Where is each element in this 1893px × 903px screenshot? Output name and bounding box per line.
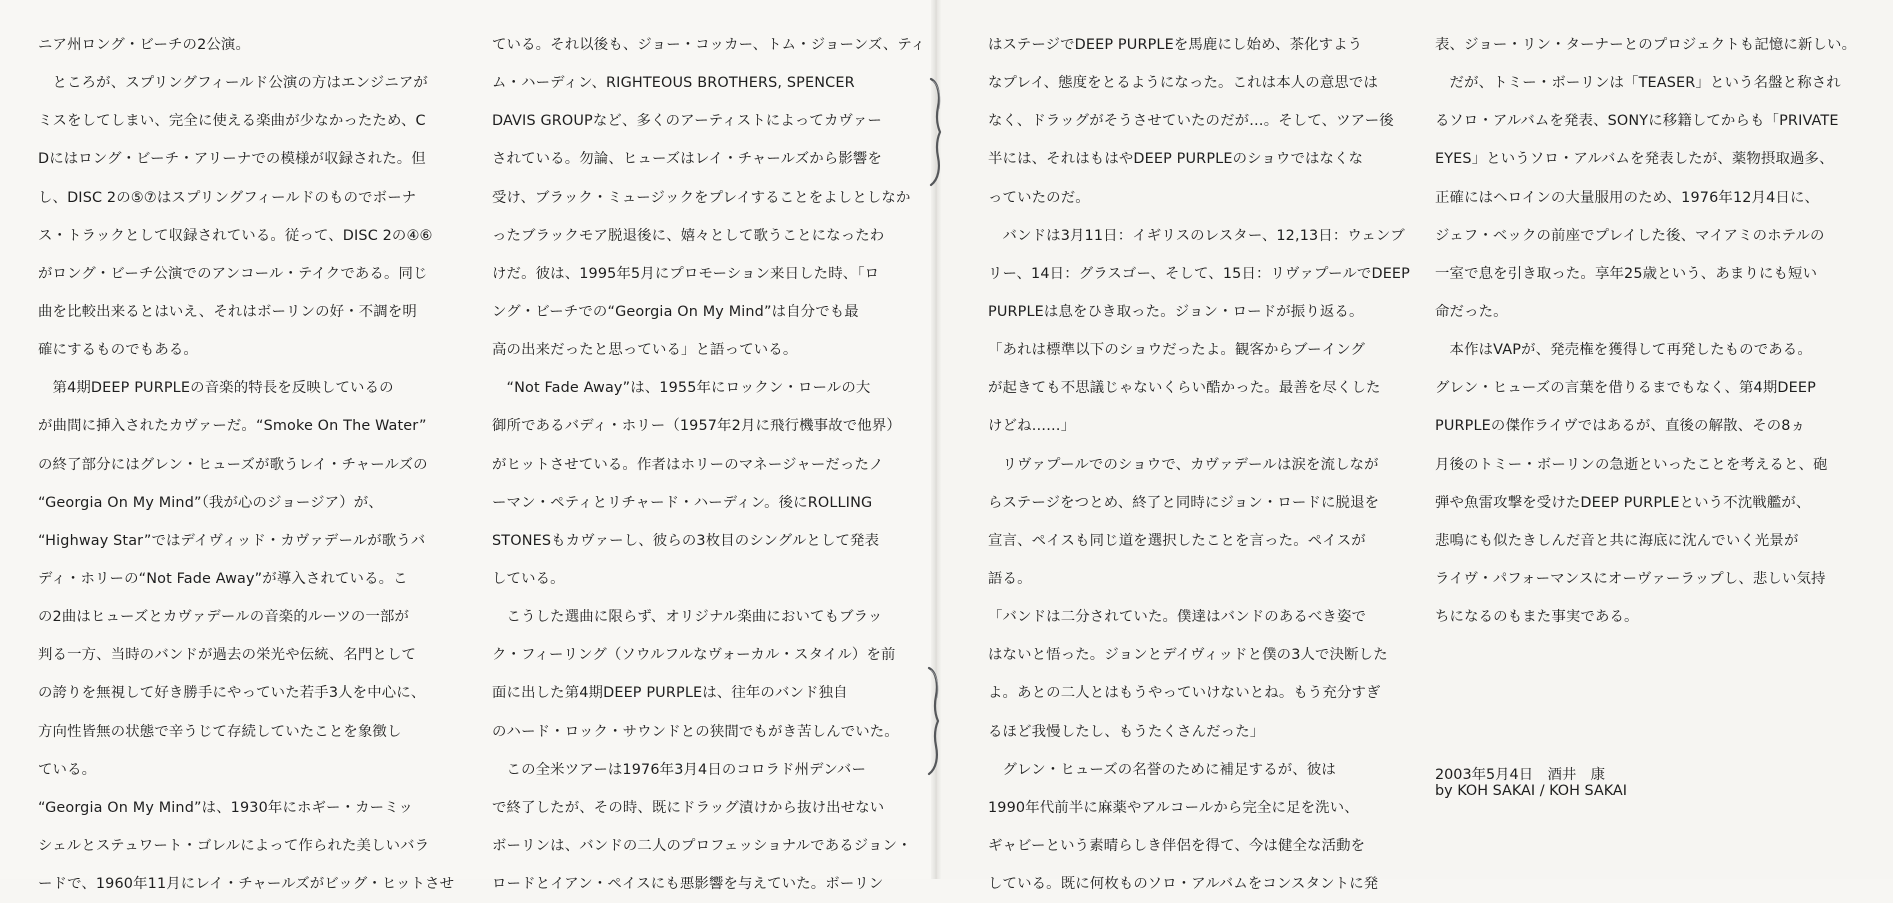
text-line: がロング・ビーチ公演でのアンコール・テイクである。同じ	[38, 265, 428, 282]
text-line: 語る。	[988, 570, 1032, 587]
text-line: 「あれは標準以下のショウだったよ。観客からブーイング	[988, 342, 1366, 359]
text-line: なプレイ、態度をとるようになった。これは本人の意思では	[988, 75, 1379, 92]
text-line: が曲間に挿入されたカヴァーだ。“Smoke On The Water”	[38, 418, 427, 435]
text-line: PURPLEの傑作ライヴではあるが、直後の解散、その8ヵ	[1435, 418, 1806, 435]
text-line: ク・フィーリング（ソウルフルなヴォーカル・スタイル）を前	[492, 647, 896, 664]
text-line: が起きても不思議じゃないくらい酷かった。最善を尽くした	[988, 380, 1381, 397]
text-line: グレン・ヒューズの言葉を借りるまでもなく、第4期DEEP	[1435, 380, 1816, 397]
text-line: ニア州ロング・ビーチの2公演。	[38, 37, 251, 53]
text-line: 御所であるバディ・ホリー（1957年2月に飛行機事故で他界）	[492, 418, 901, 435]
text-line: ジェフ・ベックの前座でプレイした後、マイアミのホテルの	[1435, 227, 1825, 244]
text-line: るほど我慢したし、もうたくさんだった」	[988, 723, 1265, 740]
text-line: 高の出来だったと思っている」と語っている。	[492, 342, 798, 359]
text-line: 半には、それはもはやDEEP PURPLEのショウではなくな	[988, 151, 1364, 168]
text-line: のハード・ロック・サウンドとの狭間でもがき苦しんでいた。	[492, 723, 899, 740]
text-line: 1990年代前半に麻薬やアルコールから完全に足を洗い、	[988, 799, 1359, 816]
text-line: ング・ビーチでの“Georgia On My Mind”は自分でも最	[492, 303, 859, 320]
text-line: がヒットさせている。作者はホリーのマネージャーだったノ	[492, 456, 884, 473]
text-line: 曲を比較出来るとはいえ、それはボーリンの好・不調を明	[38, 303, 417, 320]
text-line: らステージをつとめ、終了と同時にジョン・ロードに脱退を	[988, 494, 1380, 511]
text-line: “Georgia On My Mind”は、1930年にホギー・カーミッ	[38, 799, 414, 816]
text-line: の誇りを無視して好き勝手にやっていた若手3人を中心に、	[38, 685, 426, 702]
text-line: “Georgia On My Mind”（我が心のジョージア）が、	[38, 494, 383, 511]
text-line: ロードとイアン・ペイスにも悪影響を与えていた。ボーリン	[492, 876, 884, 893]
text-line: ス・トラックとして収録されている。従って、DISC 2の④⑥	[38, 227, 433, 244]
text-line: はステージでDEEP PURPLEを馬鹿にし始め、茶化すよう	[988, 37, 1363, 53]
text-line: STONESもカヴァーし、彼らの3枚目のシングルとして発表	[492, 532, 880, 549]
text-line: 判る一方、当時のバンドが過去の栄光や伝統、名門として	[38, 647, 417, 664]
text-line: されている。勿論、ヒューズはレイ・チャールズから影響を	[492, 151, 883, 168]
text-line: るソロ・アルバムを発表、SONYに移籍してからも「PRIVATE	[1435, 113, 1839, 130]
text-line: こうした選曲に限らず、オリジナル楽曲においてもブラッ	[492, 609, 883, 626]
text-column-3	[988, 26, 1411, 903]
text-line: ちになるのもまた事実である。	[1435, 609, 1639, 626]
text-line: ボーリンは、バンドの二人のプロフェッショナルであるジョン・	[492, 837, 912, 854]
text-line: ードで、1960年11月にレイ・チャールズがビッグ・ヒットさせ	[38, 876, 455, 893]
text-line: バンドは3月11日：イギリスのレスター、12,13日：ウェンブ	[988, 227, 1405, 244]
text-line: している。既に何枚ものソロ・アルバムをコンスタントに発	[988, 876, 1379, 893]
text-line: 月後のトミー・ボーリンの急逝といったことを考えると、砲	[1435, 456, 1828, 473]
text-line: 表、ジョー・リン・ターナーとのプロジェクトも記憶に新しい。	[1435, 37, 1857, 53]
text-line: シェルとステュワート・ゴレルによって作られた美しいバラ	[38, 837, 430, 854]
text-line: EYES」というソロ・アルバムを発表したが、薬物摂取過多、	[1435, 151, 1834, 168]
text-line: この全米ツアーは1976年3月4日のコロラド州デンバー	[492, 761, 867, 778]
text-line: ディ・ホリーの“Not Fade Away”が導入されている。こ	[38, 570, 408, 587]
text-line: DAVIS GROUPなど、多くのアーティストによってカヴァー	[492, 113, 882, 130]
text-line: ーマン・ペティとリチャード・ハーディン。後にROLLING	[492, 494, 873, 511]
text-line: の2曲はヒューズとカヴァデールの音楽的ルーツの一部が	[38, 609, 410, 626]
text-line: リー、14日：グラスゴー、そして、15日：リヴァプールでDEEP	[988, 265, 1411, 282]
text-line: “Highway Star”ではデイヴィッド・カヴァデールが歌うバ	[38, 532, 426, 549]
text-line: している。	[492, 570, 565, 587]
text-line: 悲鳴にも似たきしんだ音と共に海底に沈んでいく光景が	[1435, 532, 1799, 549]
text-line: し、DISC 2の⑤⑦はスプリングフィールドのものでボーナ	[38, 189, 417, 206]
text-line: グレン・ヒューズの名誉のために補足するが、彼は	[988, 761, 1336, 778]
text-line: の終了部分にはグレン・ヒューズが歌うレイ・チャールズの	[38, 456, 428, 473]
staple-top	[928, 77, 944, 187]
text-line: “Not Fade Away”は、1955年にロックン・ロールの大	[492, 380, 871, 397]
text-line: ている。それ以後も、ジョー・コッカー、トム・ジョーンズ、ティ	[492, 37, 926, 53]
text-line: 確にするものでもある。	[38, 342, 198, 359]
text-line: ったブラックモア脱退後に、嬉々として歌うことになったわ	[492, 227, 885, 244]
text-line: 宣言、ペイスも同じ道を選択したことを言った。ペイスが	[988, 532, 1366, 549]
text-line: 命だった。	[1435, 303, 1508, 320]
text-line: ム・ハーディン、RIGHTEOUS BROTHERS, SPENCER	[492, 75, 855, 92]
staple-bottom	[926, 666, 942, 776]
text-line: ミスをしてしまい、完全に使える楽曲が少なかったため、C	[38, 113, 426, 130]
byline-author: by KOH SAKAI / KOH SAKAI	[1435, 783, 1628, 799]
text-line: 第4期DEEP PURPLEの音楽的特長を反映しているの	[38, 380, 394, 397]
text-line: 面に出した第4期DEEP PURPLEは、往年のバンド独自	[492, 685, 848, 702]
text-line: けだ。彼は、1995年5月にプロモーション来日した時、「ロ	[492, 265, 880, 282]
text-line: はないと悟った。ジョンとデイヴィッドと僕の3人で決断した	[988, 647, 1388, 664]
text-line: で終了したが、その時、既にドラッグ漬けから抜け出せない	[492, 799, 885, 816]
text-line: リヴァプールでのショウで、カヴァデールは涙を流しなが	[988, 456, 1379, 473]
text-line: 受け、ブラック・ミュージックをプレイすることをよしとしなか	[492, 189, 911, 206]
text-line: なく、ドラッグがそうさせていたのだが…。そして、ツアー後	[988, 113, 1394, 130]
text-line: 一室で息を引き取った。享年25歳という、あまりにも短い	[1435, 265, 1818, 282]
text-line: 方向性皆無の状態で辛うじて存続していたことを象徴し	[38, 723, 402, 740]
text-line: っていたのだ。	[988, 189, 1090, 206]
text-line: ところが、スプリングフィールド公演の方はエンジニアが	[38, 75, 428, 92]
text-line: PURPLEは息をひき取った。ジョン・ロードが振り返る。	[988, 303, 1364, 320]
text-line: けどね……」	[988, 418, 1076, 435]
text-line: 「バンドは二分されていた。僕達はバンドのあるべき姿で	[988, 609, 1367, 626]
byline-date: 2003年5月4日 酒井 康	[1435, 767, 1606, 783]
text-line: 正確にはヘロインの大量服用のため、1976年12月4日に、	[1435, 189, 1820, 206]
text-line: よ。あとの二人とはもうやっていけないとね。もう充分すぎ	[988, 685, 1381, 702]
text-line: ている。	[38, 761, 97, 778]
text-line: ライヴ・パフォーマンスにオーヴァーラップし、悲しい気持	[1435, 570, 1826, 587]
text-line: Dにはロング・ビーチ・アリーナでの模様が収録された。但	[38, 151, 426, 168]
text-column-2	[492, 26, 926, 903]
text-line: 弾や魚雷攻撃を受けたDEEP PURPLEという不沈戦艦が、	[1435, 494, 1811, 511]
text-column-4	[1435, 26, 1857, 636]
text-line: だが、トミー・ボーリンは「TEASER」という名盤と称され	[1435, 75, 1841, 92]
text-line: ギャビーという素晴らしき伴侶を得て、今は健全な活動を	[988, 837, 1366, 854]
text-line: 本作はVAPが、発売権を獲得して再発したものである。	[1435, 342, 1812, 359]
text-column-1	[38, 26, 455, 903]
